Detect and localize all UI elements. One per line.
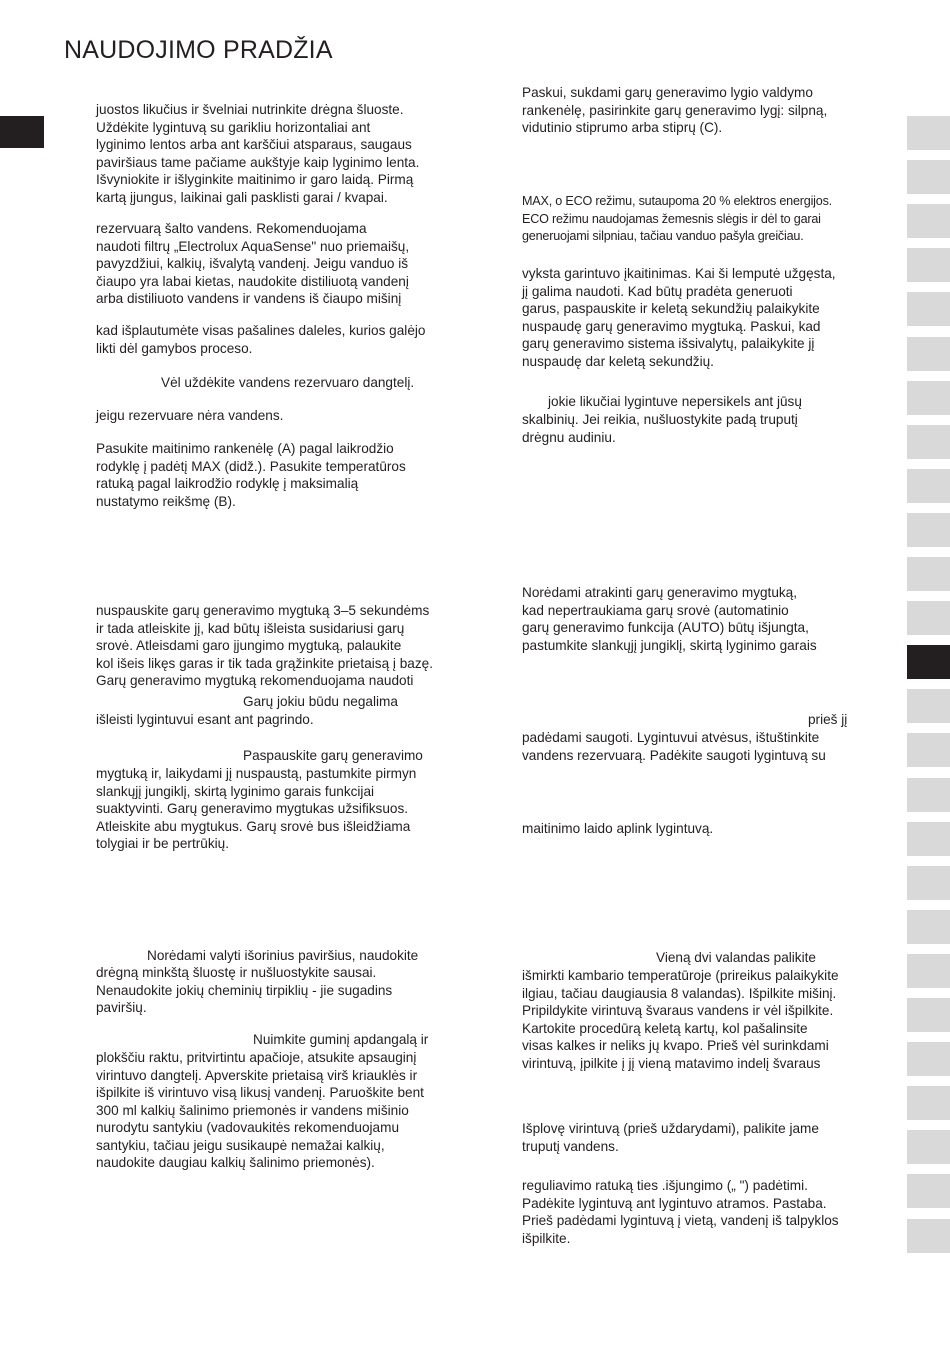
left-paragraph: rezervuarą šalto vandens. Rekomenduojama naudoti filtrų „Electrolux AquaSense" nuo priemaišų, pavyzdžiui, kalkių, išvalytą vandenį. Jeigu vanduo iš čiaupo yra labai kietas, naudokite distiliuotą vandenį arba distiliuoto vandens ir vandens iš čiaupo mišinį xyxy=(96,221,410,306)
left-paragraph: jeigu rezervuare nėra vandens. xyxy=(96,408,284,423)
left-paragraph: išleisti lygintuvui esant ant pagrindo. xyxy=(96,712,314,727)
right-paragraph: Išplovę virintuvą (prieš uždarydami), palikite jame truputį vandens. xyxy=(522,1121,819,1154)
language-tab xyxy=(907,425,950,459)
right-paragraph: prieš jį xyxy=(808,712,848,727)
left-paragraph: Pasukite maitinimo rankenėlę (A) pagal laikrodžio rodyklę į padėtį MAX (didž.). Pasukite temperatūros ratuką pagal laikrodžio rodyklę į maksimalią nustatymo reikšmę (B). xyxy=(96,441,406,509)
language-tab xyxy=(907,381,950,415)
left-paragraph: nuspauskite garų generavimo mygtuką 3–5 sekundėms ir tada atleiskite jį, kad būtų išleista susidariusi garų srovė. Atleisdami garo įjungimo mygtuką, palaukite kol išeis likęs garas ir tik tada grąžinkite prietaisą į bazę. Garų generavimo mygtuką rekomenduojama naudoti xyxy=(96,603,433,688)
left-paragraph: Norėdami valyti išorinius paviršius, naudokite xyxy=(147,948,419,963)
language-tab xyxy=(907,998,950,1032)
language-tab xyxy=(907,822,950,856)
language-tab xyxy=(907,910,950,944)
left-paragraph: Paspauskite garų generavimo xyxy=(243,748,423,763)
language-tab xyxy=(907,204,950,238)
page-title: NAUDOJIMO PRADŽIA xyxy=(64,36,333,64)
language-tab xyxy=(907,1086,950,1120)
language-tab xyxy=(907,116,950,150)
language-tab xyxy=(907,733,950,767)
language-tab xyxy=(907,469,950,503)
left-paragraph: Garų jokiu būdu negalima xyxy=(243,694,398,709)
language-tab xyxy=(907,778,950,812)
right-paragraph: maitinimo laido aplink lygintuvą. xyxy=(522,821,714,836)
language-tab xyxy=(907,1130,950,1164)
language-tab xyxy=(907,513,950,547)
language-tab xyxy=(907,954,950,988)
right-paragraph: Paskui, sukdami garų generavimo lygio valdymo rankenėlę, pasirinkite garų generavimo lygį: silpną, vidutinio stiprumo arba stiprų (C). xyxy=(522,85,828,135)
language-tab xyxy=(907,1042,950,1076)
left-paragraph: Vėl uždėkite vandens rezervuaro dangtelį. xyxy=(161,375,415,390)
language-tab xyxy=(907,557,950,591)
right-paragraph: skalbinių. Jei reikia, nušluostykite padą truputį drėgnu audiniu. xyxy=(522,412,798,445)
left-paragraph: juostos likučius ir švelniai nutrinkite drėgna šluoste. Uždėkite lygintuvą su garikliu horizontaliai ant lyginimo lentos arba ant karščiui atsparaus, saugaus paviršiaus tame pačiame aukštyje kaip lyginimo lenta. Išvyniokite ir išlyginkite maitinimo ir garo laidą. Pirmą kartą įjungus, laikinai gali pasklisti garai / kvapai. xyxy=(96,102,420,205)
right-paragraph: jokie likučiai lygintuve nepersikels ant jūsų xyxy=(548,394,802,409)
language-tab xyxy=(907,160,950,194)
language-tab xyxy=(907,689,950,723)
left-paragraph: Nuimkite guminį apdangalą ir xyxy=(253,1032,429,1047)
left-paragraph: mygtuką ir, laikydami jį nuspaustą, pastumkite pirmyn slankųjį jungiklį, skirtą lyginimo garais funkcijai suaktyvinti. Garų generavimo mygtukas užsifiksuos. Atleiskite abu mygtukus. Garų srovė bus išleidžiama tolygiai ir be pertrūkių. xyxy=(96,766,417,851)
right-paragraph: reguliavimo ratuką ties .išjungimo („ ") padėtimi. Padėkite lygintuvą ant lygintuvo atramos. Pastaba. Prieš padėdami lygintuvą į vietą, vandenį iš talpyklos išpilkite. xyxy=(522,1178,839,1246)
language-tab xyxy=(907,1174,950,1208)
right-paragraph: Norėdami atrakinti garų generavimo mygtuką, kad nepertraukiama garų srovė (automatinio garų generavimo funkcija (AUTO) būtų išjungta, pastumkite slankųjį jungiklį, skirtą lyginimo garais xyxy=(522,585,817,653)
left-paragraph: plokščiu raktu, pritvirtintu apačioje, atsukite apsauginį virintuvo dangtelį. Apverskite prietaisą virš kriauklės ir išpilkite iš virintuvo visą likusį vandenį. Paruoškite bent 300 ml kalkių šalinimo priemonės ir vandens mišinio nurodytu santykiu (vadovaukitės rekomenduojamu santykiu, tačiau jeigu susikaupė nemažai kalkių, naudokite daugiau kalkių šalinimo priemonės). xyxy=(96,1050,424,1170)
language-tab xyxy=(907,248,950,282)
right-paragraph: MAX, o ECO režimu, sutaupoma 20 % elektros energijos. ECO režimu naudojamas žemesnis slėgis ir dėl to garai generuojami silpniau, tačiau vanduo pašyla greičiau. xyxy=(522,194,832,243)
left-paragraph: kad išplautumėte visas pašalines daleles, kurios galėjo likti dėl gamybos proceso. xyxy=(96,323,426,356)
language-tab xyxy=(907,337,950,371)
language-tab xyxy=(907,866,950,900)
language-tab xyxy=(907,292,950,326)
language-tab xyxy=(907,1219,950,1253)
language-tab-active xyxy=(907,645,950,679)
language-tab xyxy=(907,601,950,635)
right-paragraph: Vieną dvi valandas palikite xyxy=(656,950,816,965)
right-paragraph: vyksta garintuvo įkaitinimas. Kai ši lemputė užgęsta, jį galima naudoti. Kad būtų pradėta generuoti garus, paspauskite ir keletą sekundžių palaikykite nuspaudę garų generavimo mygtuką. Paskui, kad garų generavimo sistema išsivalytų, palaikykite jį nuspaudę dar keletą sekundžių. xyxy=(522,266,836,369)
left-paragraph: drėgną minkštą šluostę ir nušluostykite sausai. Nenaudokite jokių cheminių tirpiklių - jie sugadins paviršių. xyxy=(96,965,393,1015)
language-section-marker xyxy=(0,116,44,148)
right-paragraph: išmirkti kambario temperatūroje (prireikus palaikykite ilgiau, tačiau daugiausia 8 valandas). Išpilkite mišinį. Pripildykite virintuvą švaraus vandens ir vėl išpilkite. Kartokite procedūrą keletą kartų, kol pašalinsite visas kalkes ir neliks jų kvapo. Prieš vėl surinkdami virintuvą, įpilkite į jį vieną matavimo indelį švaraus xyxy=(522,968,839,1071)
right-paragraph: padėdami saugoti. Lygintuvui atvėsus, ištuštinkite vandens rezervuarą. Padėkite saugoti lygintuvą su xyxy=(522,730,826,763)
